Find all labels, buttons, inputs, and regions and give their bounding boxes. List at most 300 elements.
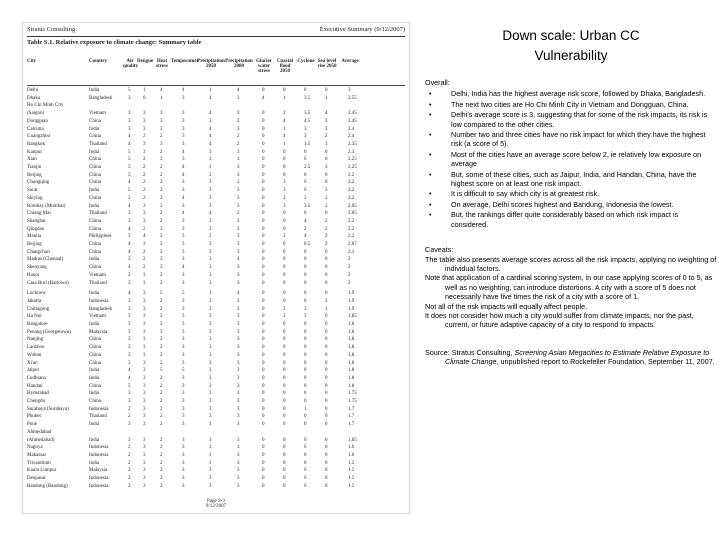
scan-score-cell: 3 — [128, 345, 131, 351]
scan-score-cell: 0 — [304, 149, 307, 155]
scan-table-row — [27, 133, 405, 140]
scan-score-cell: 2 — [160, 242, 163, 247]
scan-score-cell: 3 — [237, 242, 240, 247]
scan-score-cell: 3 — [128, 126, 131, 132]
scan-score-cell: 0 — [262, 306, 265, 312]
scan-country-cell: Indonesia — [89, 406, 109, 412]
scan-score-cell: 4 — [209, 141, 212, 147]
scan-score-cell: 1.7 — [348, 406, 355, 412]
scan-score-cell: 2.25 — [348, 165, 357, 170]
scan-table-row — [27, 329, 405, 336]
scan-score-cell: 0 — [262, 180, 265, 186]
scan-score-cell: 2 — [160, 149, 163, 155]
scan-score-cell: 3 — [209, 337, 212, 343]
scan-score-cell: 0 — [325, 172, 328, 178]
scan-score-cell: 2.2 — [348, 226, 355, 232]
scan-score-cell: 3 — [160, 203, 163, 209]
scan-score-cell: 3 — [143, 360, 146, 366]
scan-score-cell: 2 — [160, 188, 163, 194]
scan-score-cell: 1.85 — [348, 314, 357, 320]
scan-score-cell: 3 — [143, 337, 146, 343]
scan-score-cell: 0 — [262, 399, 265, 404]
scan-score-cell: 2 — [160, 234, 163, 240]
scan-city-cell: Trivandrum — [27, 460, 51, 466]
scan-score-cell: 2 — [143, 195, 146, 201]
scan-score-cell: 3 — [182, 337, 185, 343]
scan-score-cell: 3 — [237, 360, 240, 366]
scan-score-cell: 0 — [262, 134, 265, 140]
scan-country-cell: India — [89, 460, 100, 466]
scan-score-cell: 0 — [262, 298, 265, 304]
scan-country-cell: Thailand — [89, 141, 107, 147]
scan-city-cell: Qingdao — [27, 226, 45, 232]
scan-score-cell: 0 — [325, 257, 328, 263]
scan-city-cell: Delhi — [27, 88, 39, 93]
scan-score-cell: 3 — [209, 375, 212, 381]
scan-score-cell: 0 — [262, 337, 265, 343]
scan-city-cell: Ha Noi — [27, 314, 42, 320]
scan-table-row — [27, 126, 405, 133]
scan-country-cell: India — [89, 257, 100, 263]
scan-city-cell: Dhaka — [27, 95, 41, 101]
scan-score-cell: 3 — [209, 272, 212, 278]
scan-score-cell: 2.2 — [348, 180, 355, 186]
scan-table-row — [27, 467, 405, 474]
scan-score-cell: 2.2 — [348, 188, 355, 194]
scan-column-header: Heat stress — [156, 59, 168, 69]
scan-score-cell: 2 — [160, 445, 163, 451]
scan-score-cell: 4 — [143, 234, 146, 240]
scan-score-cell: 3 — [143, 272, 146, 278]
scan-score-cell: 2 — [283, 195, 286, 201]
scan-score-cell: 3 — [209, 242, 212, 247]
scan-score-cell: 4 — [160, 88, 163, 93]
scan-score-cell: 0 — [262, 172, 265, 178]
scan-score-cell: 2 — [143, 172, 146, 178]
scan-table-row — [27, 444, 405, 451]
scan-score-cell: 3 — [128, 257, 131, 263]
slide-title — [440, 26, 702, 66]
scan-country-cell: India — [89, 375, 100, 381]
scan-score-cell: 3 — [209, 149, 212, 155]
scan-score-cell: 3 — [237, 111, 240, 117]
scan-score-cell: 2.55 — [348, 95, 357, 101]
scan-score-cell: 0 — [325, 329, 328, 335]
scan-score-cell: 3 — [209, 345, 212, 351]
scan-score-cell: 2.45 — [348, 118, 357, 124]
scan-score-cell: 0 — [304, 249, 307, 255]
scan-score-cell: 3 — [209, 322, 212, 327]
scan-score-cell: 3 — [143, 118, 146, 124]
scan-score-cell: 3.5 — [304, 203, 311, 209]
scan-score-cell: 0 — [262, 226, 265, 232]
scan-score-cell: 2.35 — [348, 141, 357, 147]
scan-city-cell: Dongguan — [27, 118, 48, 124]
scan-score-cell: 4 — [304, 218, 307, 224]
scan-score-cell: 0 — [304, 468, 307, 474]
scan-score-cell: 3 — [237, 406, 240, 412]
scan-score-cell: 3 — [237, 329, 240, 335]
scan-score-cell: 3 — [209, 118, 212, 124]
scan-score-cell: 2.3 — [348, 149, 355, 155]
scan-score-cell: 3 — [237, 322, 240, 327]
scan-city-cell: (Saigon) — [27, 111, 45, 117]
caveats-section — [425, 245, 717, 330]
scan-score-cell: 2 — [160, 249, 163, 255]
scan-city-cell: Chiang Mai — [27, 211, 51, 217]
scan-score-cell: 1.9 — [348, 306, 355, 312]
scan-score-cell: 3.5 — [304, 111, 311, 117]
scan-table-row — [27, 460, 405, 467]
scan-country-cell: China — [89, 134, 101, 140]
scan-score-cell: 3 — [283, 203, 286, 209]
overall-bullet: • But, the rankings differ quite considerably based on which risk impact is considered. — [425, 210, 717, 229]
scan-score-cell: 3 — [237, 226, 240, 232]
scan-score-cell: 3 — [209, 249, 212, 255]
scan-score-cell: 2 — [160, 391, 163, 397]
scan-city-cell: Chongqing — [27, 180, 50, 186]
scan-score-cell: 3 — [182, 391, 185, 397]
scan-score-cell: 3 — [128, 218, 131, 224]
scan-score-cell: 3 — [143, 483, 146, 489]
scan-score-cell: 3 — [182, 298, 185, 304]
scan-country-cell: China — [89, 218, 101, 224]
scan-score-cell: 2 — [128, 445, 131, 451]
scan-score-cell: 3 — [143, 368, 146, 374]
scan-score-cell: 3 — [143, 314, 146, 320]
scan-city-cell: Xian — [27, 157, 37, 163]
scan-country-cell: China — [89, 157, 101, 163]
scan-score-cell: 2 — [160, 134, 163, 140]
scan-score-cell: 0 — [325, 249, 328, 255]
scan-score-cell: 2 — [143, 134, 146, 140]
scan-score-cell: 2.05 — [348, 211, 357, 217]
scan-score-cell: 0 — [304, 476, 307, 481]
scan-score-cell: 2 — [128, 468, 131, 474]
scan-score-cell: 2 — [160, 460, 163, 466]
scan-score-cell: 3 — [128, 337, 131, 343]
scan-score-cell: 4 — [209, 134, 212, 140]
scan-country-cell: China — [89, 172, 101, 178]
scan-score-cell: 2 — [160, 375, 163, 381]
scan-score-cell: 2 — [304, 226, 307, 232]
scan-score-cell: 3 — [237, 172, 240, 178]
scan-score-cell: 2 — [160, 360, 163, 366]
scan-country-cell: India — [89, 368, 100, 374]
scan-score-cell: 0 — [262, 383, 265, 389]
scan-table-row — [27, 156, 405, 163]
scan-score-cell: 0 — [325, 391, 328, 397]
scan-score-cell: 0 — [304, 265, 307, 271]
scan-score-cell: 3 — [237, 414, 240, 420]
scan-score-cell: 1.75 — [348, 391, 357, 397]
scan-score-cell: 0 — [143, 95, 146, 101]
scan-score-cell: 1 — [283, 141, 286, 147]
scan-score-cell: 3 — [237, 422, 240, 428]
scan-score-cell: 0 — [304, 345, 307, 351]
scan-score-cell: 3 — [128, 422, 131, 428]
scan-score-cell: 0.5 — [304, 242, 311, 247]
scan-score-cell: 0 — [262, 126, 265, 132]
scan-country-cell: India — [89, 203, 100, 209]
scan-score-cell: 1.8 — [348, 337, 355, 343]
scan-score-cell: 2.2 — [348, 234, 355, 240]
scan-country-cell: China — [89, 352, 101, 358]
scan-score-cell: 3 — [237, 399, 240, 404]
scan-score-cell: 2 — [160, 483, 163, 489]
scan-score-cell: 0 — [325, 345, 328, 351]
scan-score-cell: 2 — [160, 306, 163, 312]
scan-score-cell: 0 — [325, 375, 328, 381]
scan-score-cell: 0 — [262, 249, 265, 255]
scan-score-cell: 4 — [182, 165, 185, 170]
scan-score-cell: 0 — [304, 375, 307, 381]
scan-score-cell: 0 — [304, 329, 307, 335]
scan-score-cell: 3 — [128, 437, 131, 443]
scan-score-cell: 1.5 — [348, 460, 355, 466]
overall-bullet: • The next two cities are Ho Chi Minh City in Vietnam and Dongguan, China. — [425, 100, 717, 109]
scan-country-cell: India — [89, 88, 100, 93]
scan-score-cell: 0 — [325, 468, 328, 474]
scan-score-cell: 0 — [283, 422, 286, 428]
scan-table-row — [27, 95, 405, 102]
scan-score-cell: 2 — [160, 414, 163, 420]
scan-score-cell: 2 — [128, 272, 131, 278]
scan-score-cell: 4 — [128, 203, 131, 209]
scan-country-cell: China — [89, 242, 101, 247]
scan-score-cell: 1.5 — [348, 468, 355, 474]
scan-score-cell: 3 — [143, 242, 146, 247]
scan-table-row — [27, 218, 405, 225]
scan-table-row — [27, 452, 405, 459]
scan-score-cell: 0 — [325, 211, 328, 217]
scan-score-cell: 0 — [262, 165, 265, 170]
scan-score-cell: 0 — [262, 257, 265, 263]
slide-title-line-2: Vulnerability — [534, 48, 608, 63]
scan-score-cell: 2 — [143, 226, 146, 232]
scan-score-cell: 3 — [128, 111, 131, 117]
scan-score-cell: 1.8 — [348, 368, 355, 374]
scan-city-cell: Jakarta — [27, 298, 42, 304]
scan-score-cell: 3 — [325, 141, 328, 147]
scan-score-cell: 3 — [209, 414, 212, 420]
scan-score-cell: 0 — [325, 88, 328, 93]
scan-score-cell: 2 — [160, 437, 163, 443]
scan-country-cell: China — [89, 226, 101, 232]
scan-city-cell: Ho Chi Minh City — [27, 103, 64, 109]
scan-score-cell: 3 — [209, 265, 212, 271]
scan-score-cell: 3 — [209, 195, 212, 201]
scan-country-cell: China — [89, 345, 101, 351]
scan-score-cell: 3 — [160, 126, 163, 132]
overall-bullet: • It is difficult to say which city is at greatest risk. — [425, 189, 717, 198]
scan-score-cell: 3 — [237, 126, 240, 132]
scan-score-cell: 4 — [325, 111, 328, 117]
scan-score-cell: 5 — [160, 368, 163, 374]
scan-score-cell: 3 — [304, 134, 307, 140]
scan-score-cell: 2 — [160, 180, 163, 186]
scan-score-cell: 0 — [262, 149, 265, 155]
scan-score-cell: 4 — [128, 242, 131, 247]
scan-score-cell: 3 — [182, 452, 185, 458]
scan-score-cell: 1.5 — [348, 483, 355, 489]
scan-score-cell: 0 — [283, 157, 286, 163]
caveat-item: Not all of the risk impacts will equally affect people. — [425, 301, 588, 311]
scan-score-cell: 0 — [304, 272, 307, 278]
scan-score-cell: 3 — [182, 95, 185, 101]
scan-score-cell: 1 — [283, 95, 286, 101]
overall-bullet: • Number two and three cities have no risk impact for which they have the highest risk (a score of 5). — [425, 130, 717, 149]
scan-score-cell: 1 — [325, 95, 328, 101]
scan-city-cell: Madras (Chennai) — [27, 257, 64, 263]
scan-country-cell: India — [89, 437, 100, 443]
scan-score-cell: 2 — [128, 414, 131, 420]
scan-score-cell: 2 — [160, 280, 163, 286]
scan-score-cell: 0 — [283, 226, 286, 232]
scan-score-cell: 3 — [209, 226, 212, 232]
scan-city-cell: Ludhiana — [27, 375, 46, 381]
scan-score-cell: 2 — [160, 218, 163, 224]
scan-score-cell: 3 — [143, 141, 146, 147]
scan-score-cell: 0 — [325, 406, 328, 412]
scan-score-cell: 0 — [262, 211, 265, 217]
scan-score-cell: 3 — [182, 437, 185, 443]
scan-score-cell: 3 — [143, 126, 146, 132]
scan-score-cell: 0 — [283, 483, 286, 489]
scan-score-cell: 2 — [160, 195, 163, 201]
scan-score-cell: 0 — [325, 437, 328, 443]
scan-table-row — [27, 249, 405, 256]
scan-country-cell: India — [89, 291, 100, 297]
scan-score-cell: 2 — [128, 406, 131, 412]
scan-table-row — [27, 344, 405, 351]
scan-country-cell: Vietnam — [89, 111, 106, 117]
scan-score-cell: 3 — [143, 298, 146, 304]
scan-score-cell: 2 — [237, 118, 240, 124]
scan-country-cell: China — [89, 399, 101, 404]
scan-score-cell: 2 — [348, 280, 351, 286]
scan-score-cell: 3 — [209, 203, 212, 209]
caveat-item: The table also presents average scores across all the risk impacts, applying no weighting of individual factors. — [425, 254, 717, 273]
scan-score-cell: 1.8 — [348, 329, 355, 335]
scan-score-cell: 2 — [160, 383, 163, 389]
scan-score-cell: 0 — [304, 399, 307, 404]
scan-score-cell: 3 — [182, 483, 185, 489]
scan-score-cell: 2 — [325, 226, 328, 232]
scan-score-cell: 4 — [209, 95, 212, 101]
scan-score-cell: 0 — [262, 141, 265, 147]
scan-score-cell: 0 — [304, 157, 307, 163]
scan-score-cell: 3 — [182, 280, 185, 286]
scan-score-cell: 3 — [143, 111, 146, 117]
scan-city-cell: Surat — [27, 188, 38, 194]
scan-footer — [23, 499, 409, 509]
scan-score-cell: 3 — [182, 126, 185, 132]
scan-score-cell: 0 — [262, 322, 265, 327]
scan-score-cell: 2.1 — [348, 249, 355, 255]
scan-country-cell: Philippines — [89, 234, 112, 240]
scan-score-cell: 3 — [182, 445, 185, 451]
scan-score-cell: 3 — [237, 306, 240, 312]
scan-table-row — [27, 298, 405, 305]
scan-score-cell: 3 — [237, 452, 240, 458]
scan-score-cell: 3 — [143, 422, 146, 428]
scan-table-row — [27, 272, 405, 279]
scan-city-cell: Calcutta — [27, 126, 44, 132]
scan-score-cell: 0 — [304, 445, 307, 451]
scan-score-cell: 3 — [182, 306, 185, 312]
scan-score-cell: 2 — [143, 165, 146, 170]
scan-table-row — [27, 141, 405, 148]
scan-score-cell: 3 — [182, 406, 185, 412]
scan-score-cell: 3 — [182, 345, 185, 351]
scan-score-cell: 3 — [209, 314, 212, 320]
scan-country-cell: China — [89, 195, 101, 201]
scan-score-cell: 0 — [262, 422, 265, 428]
scan-score-cell: 3 — [182, 180, 185, 186]
scan-score-cell: 3 — [143, 445, 146, 451]
scan-score-cell: 3 — [128, 95, 131, 101]
scan-score-cell: 0 — [283, 352, 286, 358]
scan-table-row — [27, 360, 405, 367]
scan-score-cell: 2 — [160, 452, 163, 458]
scan-score-cell: 3 — [237, 460, 240, 466]
scan-score-cell: 3 — [304, 195, 307, 201]
scan-score-cell: 4.5 — [304, 118, 311, 124]
scan-column-header: City — [27, 59, 37, 64]
scan-score-cell: 3 — [128, 352, 131, 358]
scan-country-cell: Malaysia — [89, 468, 108, 474]
scan-city-cell: Penang (Georgetown) — [27, 329, 71, 335]
scan-score-cell: 2 — [143, 257, 146, 263]
scan-score-cell: 2 — [160, 172, 163, 178]
scan-score-cell: 3 — [237, 437, 240, 443]
scan-city-cell: Lanzhou — [27, 345, 45, 351]
scan-score-cell: 0 — [304, 414, 307, 420]
scan-score-cell: 2 — [160, 322, 163, 327]
scan-score-cell: 0 — [262, 280, 265, 286]
scan-score-cell: 2 — [237, 180, 240, 186]
scan-score-cell: 3 — [160, 329, 163, 335]
scan-score-cell: 2.2 — [348, 195, 355, 201]
scan-city-cell: Denpasar — [27, 476, 46, 481]
scan-score-cell: 3 — [209, 368, 212, 374]
scan-score-cell: 3 — [143, 468, 146, 474]
scan-city-cell: Ahmedabad — [27, 429, 52, 435]
scan-score-cell: 3 — [237, 352, 240, 358]
scan-score-cell: 2 — [160, 406, 163, 412]
scan-score-cell: 3 — [128, 322, 131, 327]
scan-score-cell: 4 — [182, 149, 185, 155]
scan-score-cell: 2 — [325, 195, 328, 201]
scan-score-cell: 3 — [182, 134, 185, 140]
scan-score-cell: 3 — [237, 280, 240, 286]
scan-table-row — [27, 203, 405, 210]
scan-city-cell: Chengdu — [27, 399, 46, 404]
scan-score-cell: 3 — [209, 298, 212, 304]
scan-score-cell: 0 — [325, 368, 328, 374]
scan-score-cell: 2 — [160, 272, 163, 278]
scan-score-cell: 1.7 — [348, 414, 355, 420]
scan-score-cell: 3 — [237, 218, 240, 224]
scan-score-cell: 2 — [160, 314, 163, 320]
scan-score-cell: 0 — [304, 337, 307, 343]
scan-score-cell: 3 — [209, 399, 212, 404]
scan-country-cell: China — [89, 165, 101, 170]
scan-score-cell: 3 — [283, 188, 286, 194]
scan-score-cell: 3 — [182, 476, 185, 481]
scan-score-cell: 2 — [237, 211, 240, 217]
